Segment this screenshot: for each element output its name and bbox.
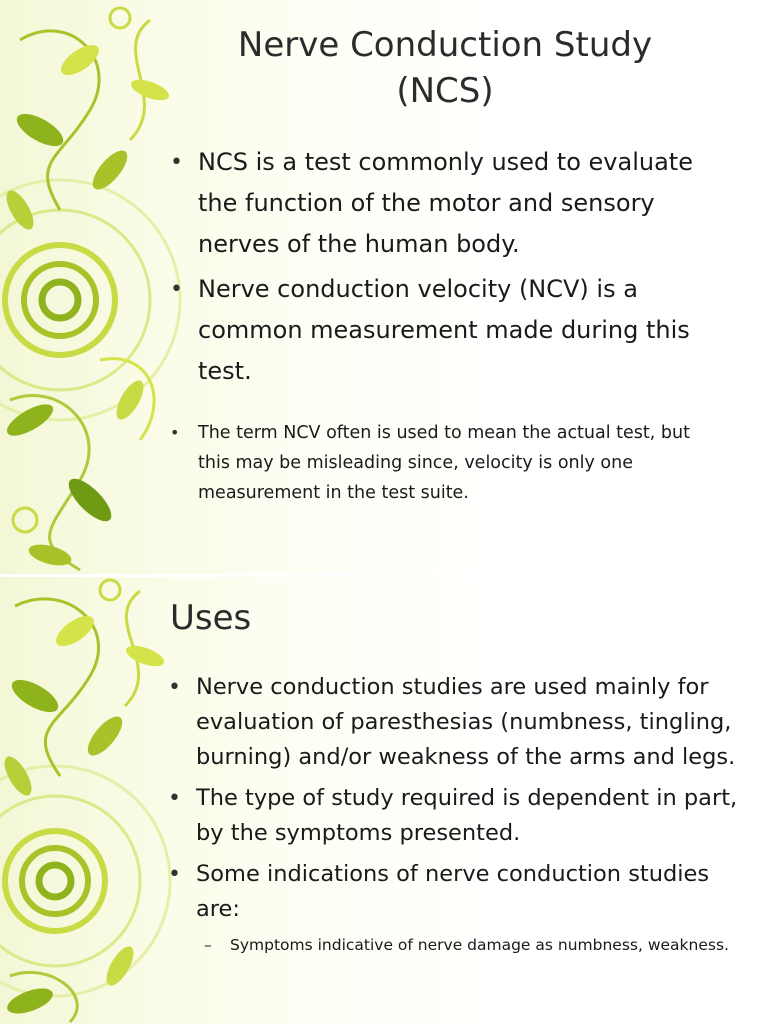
sub-bullet-text: Symptoms indicative of nerve damage as numbness, weakness. (230, 936, 729, 954)
bullet-marker: • (170, 150, 183, 175)
list-item (170, 418, 718, 508)
bullet-text: NCS is a test commonly used to evaluate the function of the motor and sensory nerves of the human body. (198, 148, 693, 258)
list-item (168, 781, 751, 851)
title-line-2: (NCS) (396, 71, 494, 111)
bullet-list (170, 142, 718, 508)
list-item (168, 857, 751, 927)
slide-uses (0, 576, 768, 1024)
slide-title (200, 22, 690, 114)
dash-marker: – (204, 936, 212, 954)
floral-swirl-decoration (0, 0, 230, 576)
bullet-marker: • (168, 675, 181, 700)
slide-divider (0, 574, 768, 577)
bullet-marker: • (170, 277, 183, 302)
slide-title: Uses (170, 598, 252, 638)
bullet-marker: • (170, 423, 180, 442)
sub-list-item (204, 933, 730, 958)
sub-bullet-list (204, 933, 730, 958)
swirl-pattern (0, 580, 170, 1022)
bullet-marker: • (168, 862, 181, 887)
bullet-list (168, 670, 751, 927)
bullet-text: Nerve conduction velocity (NCV) is a common measurement made during this test. (198, 275, 690, 385)
bullet-marker: • (168, 786, 181, 811)
list-item (168, 670, 751, 775)
bullet-text: The term NCV often is used to mean the actual test, but this may be misleading since, velocity is only one measurement in the test suite. (198, 423, 690, 503)
list-item (170, 142, 718, 265)
bullet-text: Some indications of nerve conduction studies are: (196, 861, 710, 922)
slide-body (168, 670, 751, 958)
list-item (170, 269, 718, 392)
bullet-text: The type of study required is dependent in part, by the symptoms presented. (196, 785, 738, 846)
title-line-1: Nerve Conduction Study (237, 25, 653, 65)
slide-body (170, 142, 718, 508)
bullet-text: Nerve conduction studies are used mainly for evaluation of paresthesias (numbness, tingling, burning) and/or weakness of the arms and legs. (196, 674, 736, 770)
